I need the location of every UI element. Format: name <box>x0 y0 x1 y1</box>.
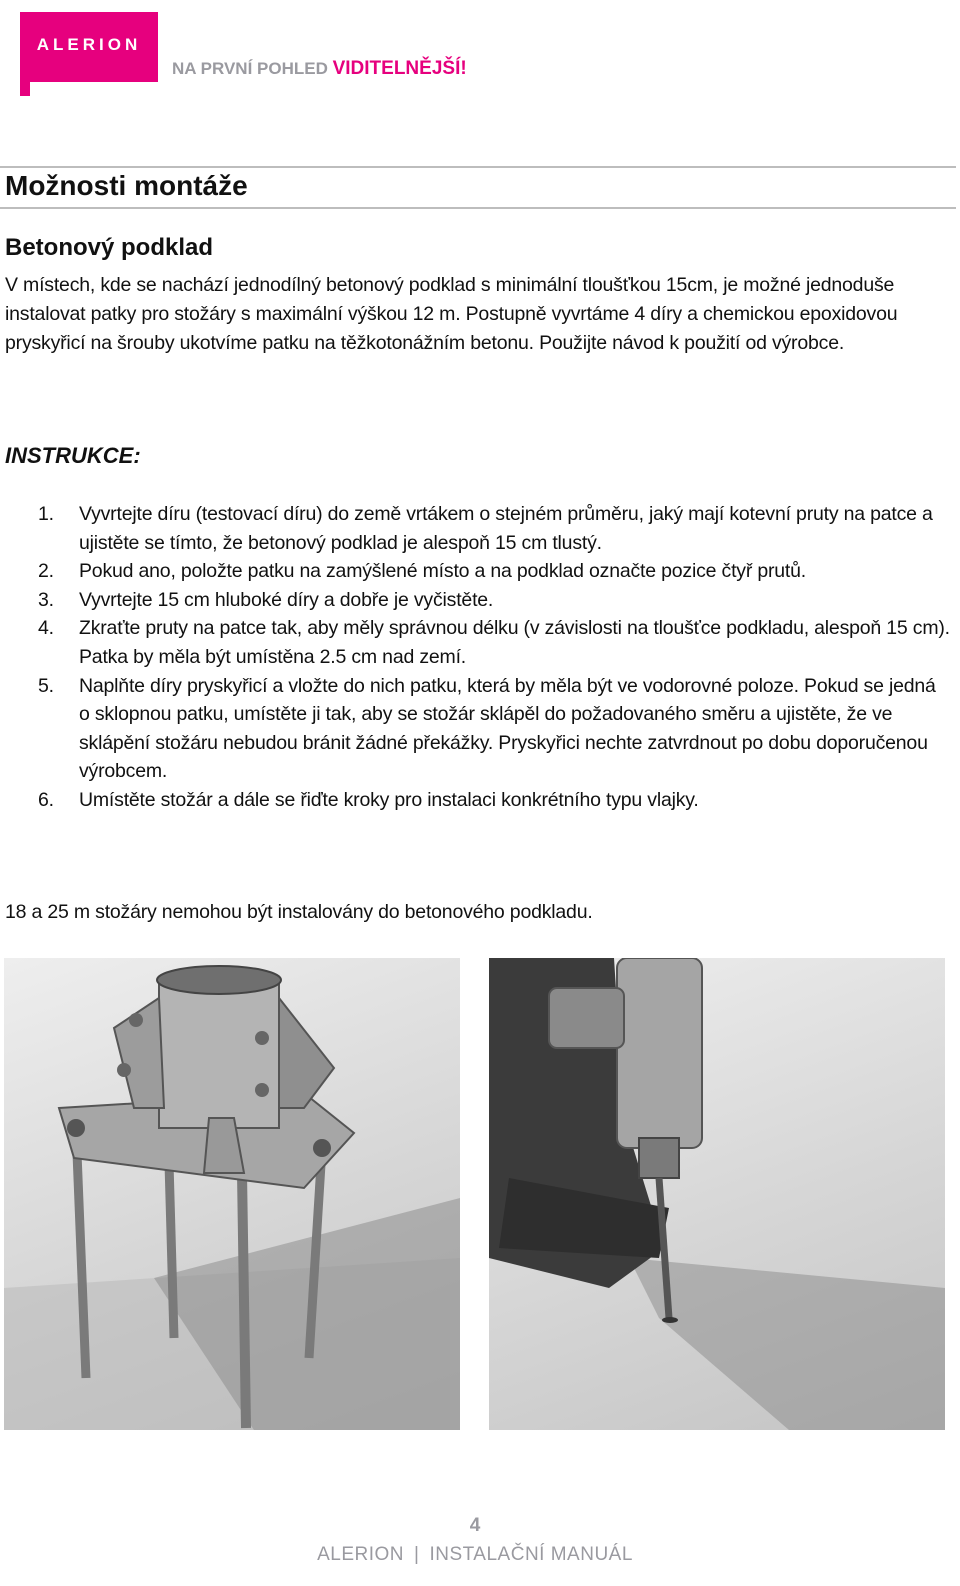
step-number: 3. <box>38 588 54 611</box>
top-rule <box>0 166 956 168</box>
list-item <box>38 786 950 815</box>
alerion-logo <box>20 12 158 82</box>
footer-separator: | <box>414 1544 420 1565</box>
step-text: Umístěte stožár a dále se řiďte kroky pro instalaci konkrétního typu vlajky. <box>79 788 699 811</box>
footer <box>0 1544 950 1566</box>
step-text: Vyvrtejte díru (testovací díru) do země vrtákem o stejném průměru, jaký mají kotevní pruty na patce a ujistěte se tímto, že betonový podklad je alespoň 15 cm tlustý. <box>79 503 933 554</box>
drilling-photo <box>489 958 945 1430</box>
step-number: 1. <box>38 503 54 525</box>
title-rule <box>0 207 956 209</box>
list-item <box>38 586 950 615</box>
step-number: 2. <box>38 560 54 583</box>
logo-text: ALERION <box>36 35 142 54</box>
tagline-prefix: NA PRVNÍ POHLED <box>172 59 333 78</box>
section-paragraph: V místech, kde se nachází jednodílný betonový podklad s minimální tloušťkou 15cm, je možné jednoduše instalovat patky pro stožáry s maximální výškou 12 m. Postupně vyvrtáme 4 díry a chemickou epoxidovou pryskyřicí na šrouby ukotvíme patku na těžkotonážním betonu. Použijte návod k použití od výrobce. <box>5 274 898 354</box>
footer-manual: INSTALAČNÍ MANUÁL <box>429 1544 633 1565</box>
page-title: Možnosti montáže <box>5 170 248 201</box>
list-item <box>38 557 950 586</box>
step-number: 4. <box>38 617 54 640</box>
footer-brand: ALERION <box>317 1544 404 1565</box>
list-item <box>38 672 950 786</box>
step-number: 6. <box>38 788 54 811</box>
mast-base-photo <box>4 958 460 1430</box>
list-item <box>38 500 950 557</box>
step-text: Vyvrtejte 15 cm hluboké díry a dobře je vyčistěte. <box>79 588 494 611</box>
section-heading: Betonový podklad <box>5 234 214 261</box>
step-number: 5. <box>38 674 54 697</box>
tagline-highlight: VIDITELNĚJŠÍ! <box>332 58 467 79</box>
step-text: Zkraťte pruty na patce tak, aby měly správnou délku (v závislosti na tloušťce podkladu, alespoň 15 cm). Patka by měla být umístěna 2.5 cm nad zemí. <box>79 617 950 668</box>
tagline <box>172 58 467 80</box>
list-item <box>38 614 950 671</box>
step-text: Naplňte díry pryskyřicí a vložte do nich patku, která by měla být ve vodorovné poloze. Pokud se jedná o sklopnou patku, umístěte ji tak, aby se stožár sklápěl do požadovaného směru a ujistěte, že ve sklápění stožáru nebudou bránit žádné překážky. Pryskyřici nechte zatvrdnout po dobu doporučenou výrobcem. <box>79 674 936 783</box>
step-text: Pokud ano, položte patku na zamýšlené místo a na podklad označte pozice čtyř prutů. <box>79 560 807 583</box>
page-number: 4 <box>469 1515 481 1536</box>
mast-note: 18 a 25 m stožáry nemohou být instalovány do betonového podkladu. <box>5 901 593 923</box>
instruction-list <box>38 500 950 815</box>
instructions-heading: INSTRUKCE: <box>5 443 141 468</box>
